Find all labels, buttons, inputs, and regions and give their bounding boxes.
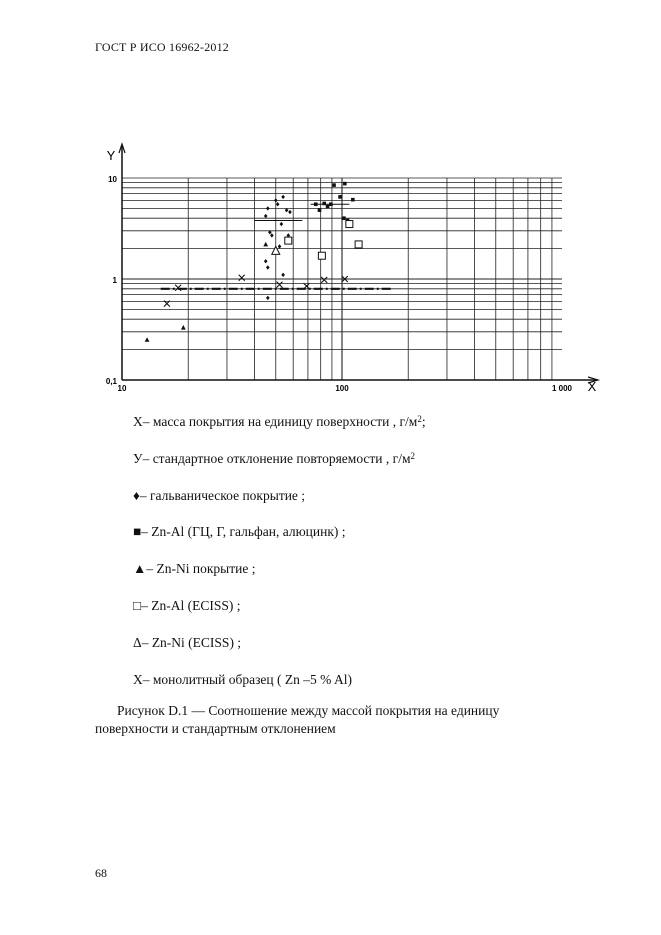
point-square-filled (332, 183, 336, 187)
legend-item (133, 488, 426, 525)
legend-item (133, 524, 426, 561)
legend-text: – гальваническое покрытие ; (139, 487, 306, 503)
legend-item (133, 598, 426, 635)
y-tick-label: 0,1 (105, 377, 117, 386)
point-diamond (280, 222, 284, 226)
point-square-filled (322, 202, 326, 206)
x-axis-label: X (587, 379, 597, 394)
legend-text: – Zn-Al (ECISS) ; (141, 597, 241, 613)
legend-text: – стандартное отклонение повторяемости , г/м (142, 450, 411, 466)
page-number: 68 (95, 866, 107, 880)
point-triangle-filled (181, 325, 186, 330)
x-tick-label: 1 000 (551, 384, 573, 393)
point-cross (239, 275, 245, 281)
legend-symbol: X (133, 414, 143, 429)
point-square-filled (338, 195, 342, 199)
point-diamond (288, 210, 292, 214)
point-square-open (355, 241, 362, 248)
legend-sup: 2 (417, 414, 422, 424)
legend-text: – Zn-Ni покрытие ; (146, 561, 256, 577)
legend-text: – Zn-Al (ГЦ, Г, гальфан, алюцинк) ; (141, 524, 346, 540)
point-square-open (318, 252, 325, 259)
point-square-filled (342, 216, 346, 220)
legend-text: – масса покрытия на единицу поверхности , г/м (142, 414, 418, 429)
point-square-filled (329, 202, 333, 206)
point-triangle-filled (263, 242, 268, 247)
scatter-chart (95, 140, 605, 395)
point-diamond (281, 273, 285, 277)
point-square-open (346, 221, 353, 228)
chart-axes (119, 144, 598, 383)
legend-symbol: ♦ (133, 487, 140, 503)
x-tick-label: 10 (117, 384, 127, 393)
point-cross (321, 277, 327, 283)
x-tick-label: 100 (335, 384, 349, 393)
point-diamond (278, 244, 282, 248)
point-diamond (266, 265, 270, 269)
legend-symbol: Δ (133, 634, 142, 650)
legend-sup: 2 (410, 450, 415, 461)
y-axis-label: Y (106, 148, 116, 163)
point-square-filled (351, 198, 355, 202)
legend-after: ; (421, 414, 426, 429)
point-square-filled (343, 182, 347, 186)
legend-symbol: ▲ (133, 561, 147, 577)
legend-item (133, 414, 426, 451)
point-cross (277, 282, 283, 288)
legend-item (133, 635, 426, 672)
chart-grid (122, 178, 562, 380)
legend-text: – монолитный образец ( Zn –5 % Al) (142, 671, 352, 687)
y-tick-label: 10 (108, 175, 117, 184)
point-diamond (264, 214, 268, 218)
point-triangle-filled (145, 337, 150, 342)
legend-symbol: X (133, 671, 143, 687)
legend-item (133, 561, 426, 598)
point-diamond (266, 206, 270, 210)
point-square-filled (314, 202, 318, 206)
chart-tick-labels (106, 148, 597, 394)
legend-symbol: У (133, 450, 143, 466)
point-diamond (274, 198, 278, 202)
y-tick-label: 1 (112, 276, 117, 285)
point-diamond (266, 296, 270, 300)
point-triangle-open (272, 246, 280, 254)
point-square-open (285, 237, 292, 244)
legend-symbol: ■ (133, 524, 142, 540)
legend-text: – Zn-Ni (ECISS) ; (141, 634, 242, 650)
figure-caption: Рисунок D.1 — Соотношение между массой покрытия на единицу поверхности и стандартным отклонением (95, 703, 500, 736)
document-header: ГОСТ Р ИСО 16962-2012 (95, 40, 229, 54)
point-diamond (270, 233, 274, 237)
legend-symbol: □ (133, 597, 142, 613)
chart-points (145, 182, 362, 342)
point-square-filled (326, 205, 330, 209)
point-square-filled (318, 208, 322, 212)
point-diamond (276, 202, 280, 206)
point-cross (304, 283, 310, 289)
point-diamond (281, 195, 285, 199)
legend-item (133, 451, 426, 488)
point-diamond (264, 259, 268, 263)
chart-legend (133, 414, 426, 708)
